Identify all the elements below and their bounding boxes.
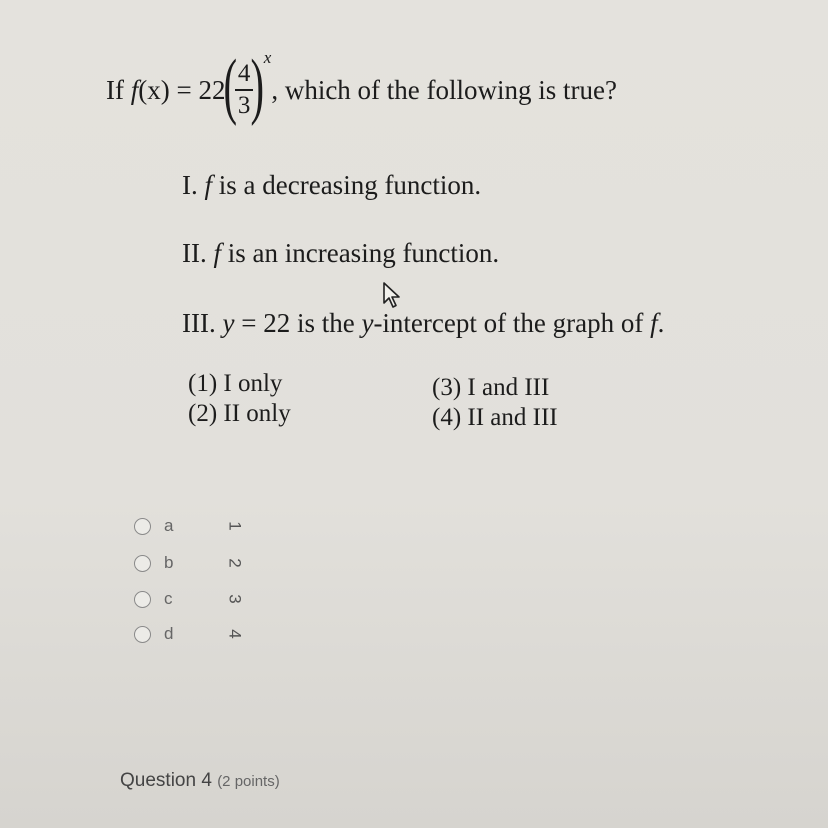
answer-choice-b[interactable] [134, 553, 274, 579]
question-title: Question 4 [120, 770, 212, 791]
choice-letter: b [164, 553, 174, 572]
statement-1: I. f is a decreasing function. [182, 170, 482, 200]
option-3: (3) I and III [432, 374, 550, 401]
if-word: If [106, 74, 124, 105]
radio-button[interactable] [134, 555, 151, 572]
radio-button[interactable] [134, 518, 151, 535]
arrow-cursor-icon [381, 281, 407, 316]
function-name: f [130, 74, 139, 105]
statement-3: III. y = 22 is the y-intercept of the graph of f. [182, 308, 665, 338]
choice-letter: d [164, 624, 174, 643]
choice-value: 1 [225, 521, 245, 531]
radio-button[interactable] [134, 591, 151, 608]
radio-button[interactable] [134, 626, 151, 643]
choice-letter: c [164, 589, 173, 608]
prompt-text: , which of the following is true? [271, 74, 618, 105]
answer-choice-d[interactable] [134, 624, 274, 650]
numerator: 4 [237, 60, 251, 87]
exponent: x [263, 48, 272, 67]
function-arg: (x) [138, 74, 170, 105]
statement-2: II. f is an increasing function. [182, 238, 500, 268]
choice-value: 3 [225, 594, 245, 604]
fraction-power: ( $\frac{4}{3}$ ) x [224, 45, 272, 127]
equals-coefficient: = 22 [176, 74, 226, 105]
question-prompt [106, 45, 618, 130]
choice-letter: a [164, 516, 174, 535]
answer-choice-c[interactable] [134, 589, 274, 615]
answer-choice-a[interactable] [134, 516, 274, 542]
option-2: (2) II only [188, 400, 291, 427]
question-points: (2 points) [217, 773, 280, 790]
choice-value: 2 [225, 558, 245, 568]
option-1: (1) I only [188, 370, 283, 397]
denominator: 3 [237, 91, 251, 119]
question-header [120, 770, 280, 792]
choice-value: 4 [225, 629, 245, 639]
option-4: (4) II and III [432, 404, 558, 431]
